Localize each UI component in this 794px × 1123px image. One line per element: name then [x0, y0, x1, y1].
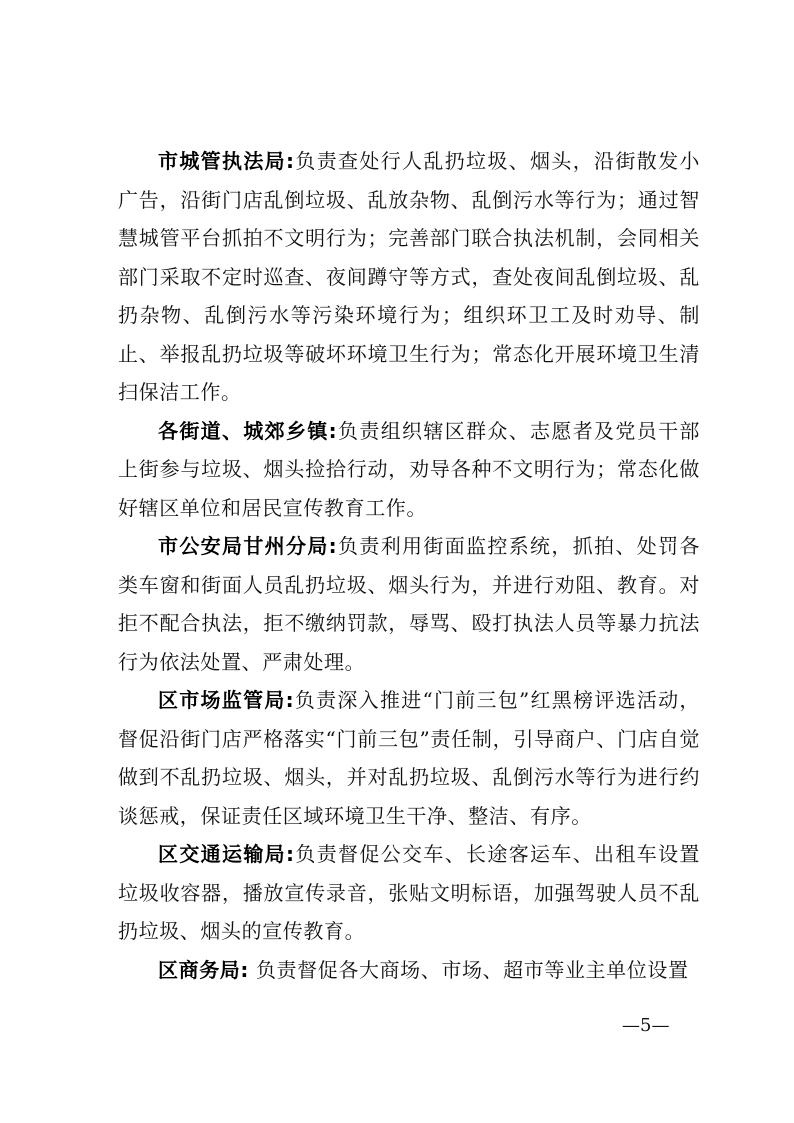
paragraph-label: 市城管执法局: — [158, 149, 295, 173]
paragraph-label: 市公安局甘州分局: — [158, 534, 338, 558]
paragraph-text: 负责督促公交车、长途客运车、出租车设置垃圾收容器，播放宣传录音，张贴文明标语，加强驾驶人员不乱扔垃圾、烟头的宣传教育。 — [118, 842, 701, 943]
paragraph-label: 区交通运输局: — [158, 842, 295, 866]
paragraph-label: 各街道、城郊乡镇: — [158, 418, 338, 443]
paragraph-transport — [118, 835, 700, 951]
paragraph-label: 区商务局: — [158, 957, 249, 982]
paragraph-streets-towns — [118, 412, 700, 528]
paragraph-text: 负责督促各大商场、市场、超市等业主单位设置 — [249, 957, 689, 982]
paragraph-label: 区市场监管局: — [158, 688, 295, 712]
paragraph-public-security — [118, 527, 700, 681]
paragraph-city-management — [118, 142, 700, 412]
page-number: —5— — [622, 1015, 670, 1036]
paragraph-text: 负责深入推进“门前三包”红黑榜评选活动，督促沿街门店严格落实“门前三包”责任制，引导商户、门店自觉做到不乱扔垃圾、烟头，并对乱扔垃圾、乱倒污水等行为进行约谈惩戒，保证责任区域环境卫生干净、整洁、有序。 — [118, 688, 700, 828]
paragraph-text: 负责组织辖区群众、志愿者及党员干部上街参与垃圾、烟头捡拾行动，劝导各种不文明行为；常态化做好辖区单位和居民宣传教育工作。 — [118, 418, 701, 520]
paragraph-market-supervision — [118, 681, 700, 835]
paragraph-commerce — [118, 951, 700, 990]
paragraph-text: 负责查处行人乱扔垃圾、烟头，沿街散发小广告，沿街门店乱倒垃圾、乱放杂物、乱倒污水等行为；通过智慧城管平台抓拍不文明行为；完善部门联合执法机制，会同相关部门采取不定时巡查、夜间蹲守等方式，查处夜间乱倒垃圾、乱扔杂物、乱倒污水等污染环境行为；组织环卫工及时劝导、制止、举报乱扔垃圾等破坏环境卫生行为；常态化开展环境卫生清扫保洁工作。 — [118, 149, 701, 404]
document-body — [118, 142, 700, 989]
paragraph-text: 负责利用街面监控系统，抓拍、处罚各类车窗和街面人员乱扔垃圾、烟头行为，并进行劝阻、教育。对拒不配合执法，拒不缴纳罚款，辱骂、殴打执法人员等暴力抗法行为依法处置、严肃处理。 — [118, 534, 701, 674]
